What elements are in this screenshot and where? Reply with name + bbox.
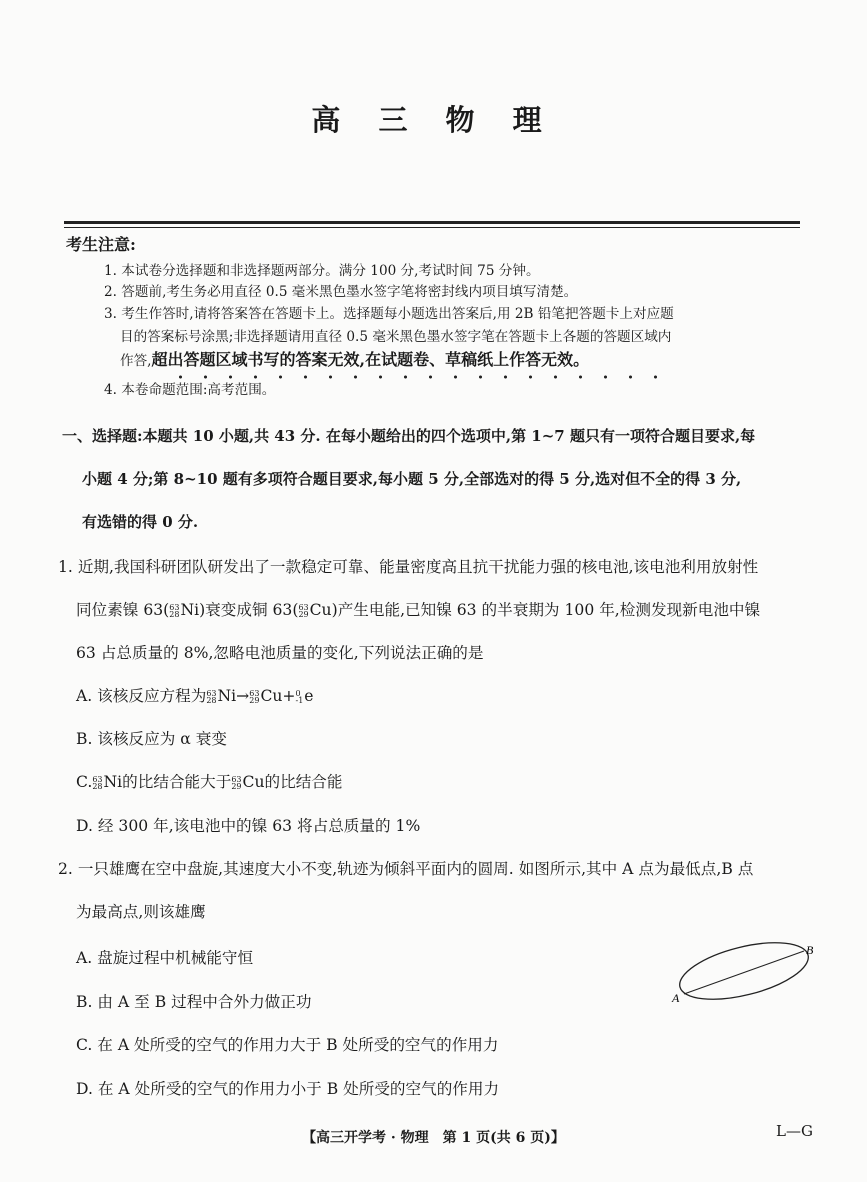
e-symbol: e [304, 687, 314, 705]
section-1-line-3: 有选错的得 0 分. [82, 513, 199, 531]
ni-number: 28 [92, 782, 103, 791]
q1-text: )衰变成铜 63( [199, 601, 299, 619]
cu-symbol: Cu [260, 687, 283, 705]
q1-option-c [76, 770, 343, 792]
trajectory-ellipse [674, 938, 814, 1010]
notice-item-2: 2. 答题前,考生务必用直径 0.5 毫米黑色墨水签字笔将密封线内项目填写清楚。 [104, 284, 578, 300]
notice-emphasis: 超出答题区域书写的答案无效,在试题卷、草稿纸上作答无效。 [151, 350, 590, 369]
q2-option-d: D. 在 A 处所受的空气的作用力小于 B 处所受的空气的作用力 [76, 1080, 500, 1098]
cu-number: 29 [231, 782, 242, 791]
ni-mass: 63 [169, 603, 180, 612]
nuclide-scripts [206, 690, 216, 704]
exam-code: L—G [776, 1122, 813, 1140]
q1-option-b: B. 该核反应为 α 衰变 [76, 730, 227, 748]
nuclide-scripts [298, 604, 308, 618]
header-rule-thin [64, 227, 800, 228]
q2-option-c: C. 在 A 处所受的空气的作用力大于 B 处所受的空气的作用力 [76, 1036, 499, 1054]
trajectory-diameter [684, 951, 804, 994]
point-a-label: A [672, 991, 680, 1005]
point-b-label: B [806, 943, 814, 957]
plus-sign: + [282, 687, 296, 705]
section-1-line-1: 一、选择题:本题共 10 小题,共 43 分. 在每小题给出的四个选项中,第 1~7 题只有一项符合题目要求,每 [62, 427, 756, 445]
cu-mass: 63 [298, 603, 309, 612]
q1-stem-line-3: 63 占总质量的 8%,忽略电池质量的变化,下列说法正确的是 [76, 644, 484, 662]
circle-trajectory-figure [668, 938, 818, 1013]
option-text: C. [76, 773, 93, 791]
option-text: 的比结合能大于 [122, 773, 232, 791]
reaction-arrow: → [236, 687, 250, 705]
notice-item-1: 1. 本试卷分选择题和非选择题两部分。满分 100 分,考试时间 75 分钟。 [104, 263, 540, 279]
ni-mass: 63 [92, 775, 103, 784]
notice-item-3-line-1: 3. 考生作答时,请将答案答在答题卡上。选择题每小题选出答案后,用 2B 铅笔把答题卡上对应题 [104, 306, 674, 322]
ni-symbol: Ni [180, 601, 200, 619]
cu-symbol: Cu [309, 601, 332, 619]
ni-mass: 63 [206, 689, 217, 698]
header-rule-thick [64, 221, 800, 224]
cu-mass: 63 [249, 689, 260, 698]
page-footer: 【高三开学考 · 物理 第 1 页(共 6 页)】 [302, 1130, 565, 1146]
q1-text: )产生电能,已知镍 63 的半衰期为 100 年,检测发现新电池中镍 [331, 601, 761, 619]
nuclide-scripts [169, 604, 179, 618]
cu-symbol: Cu [242, 773, 265, 791]
q2-option-a: A. 盘旋过程中机械能守恒 [76, 949, 254, 967]
q2-stem-line-1: 2. 一只雄鹰在空中盘旋,其速度大小不变,轨迹为倾斜平面内的圆周. 如图所示,其中 A 点为最低点,B 点 [58, 860, 754, 878]
q1-stem-line-2 [76, 598, 760, 620]
e-number: -1 [295, 696, 304, 705]
option-text: 的比结合能 [264, 773, 343, 791]
ni-symbol: Ni [217, 687, 237, 705]
cu-mass: 63 [231, 775, 242, 784]
nuclide-scripts [296, 690, 304, 704]
page-title: 高 三 物 理 [311, 103, 556, 137]
notice-item-3-text: 作答, [120, 353, 152, 369]
q1-stem-line-1: 1. 近期,我国科研团队研发出了一款稳定可靠、能量密度高且抗干扰能力强的核电池,该电池利用放射性 [58, 558, 759, 576]
notice-item-3-line-3 [120, 347, 589, 370]
option-text: A. 该核反应方程为 [76, 687, 207, 705]
e-mass: 0 [295, 689, 301, 698]
notice-item-4: 4. 本卷命题范围:高考范围。 [104, 382, 276, 398]
cu-number: 29 [249, 696, 260, 705]
nuclide-scripts [92, 776, 102, 790]
nuclide-scripts [249, 690, 259, 704]
notice-item-3-line-2: 目的答案标号涂黑;非选择题请用直径 0.5 毫米黑色墨水签字笔在答题卡上各题的答题区域内 [120, 329, 672, 345]
notice-heading: 考生注意: [66, 235, 136, 254]
ni-number: 28 [169, 610, 180, 619]
nuclide-scripts [231, 776, 241, 790]
cu-number: 29 [298, 610, 309, 619]
q1-option-a [76, 684, 314, 706]
q1-option-d: D. 经 300 年,该电池中的镍 63 将占总质量的 1% [76, 817, 421, 835]
ni-symbol: Ni [103, 773, 123, 791]
q2-option-b: B. 由 A 至 B 过程中合外力做正功 [76, 993, 312, 1011]
q2-stem-line-2: 为最高点,则该雄鹰 [76, 903, 206, 921]
ni-number: 28 [206, 696, 217, 705]
section-1-line-2: 小题 4 分;第 8~10 题有多项符合题目要求,每小题 5 分,全部选对的得 5 分,选对但不全的得 3 分, [82, 470, 742, 488]
q1-text: 同位素镍 63( [76, 601, 170, 619]
